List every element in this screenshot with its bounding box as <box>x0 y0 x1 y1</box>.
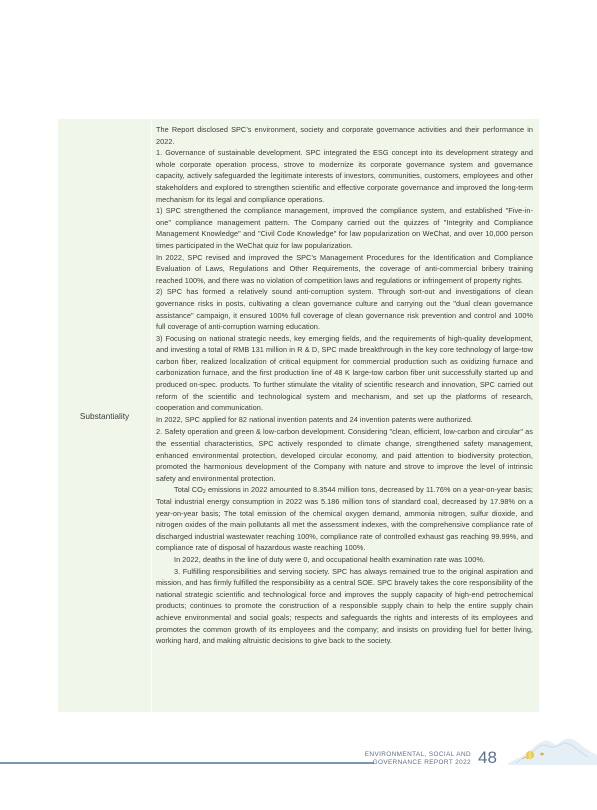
paragraph: In 2022, SPC applied for 82 national invention patents and 24 invention patents were authorized. <box>156 414 473 424</box>
paragraph: 1. Governance of sustainable development. SPC integrated the ESG concept into its development strategy and whole corporate operation process, strove to modernize its corporate governance system and governance capacity, actively safeguarded the legitimate interests of investors, communities, customers, employees and other stakeholders and explored to strengthen scientific and effective corporate governance and improved the long-term mechanism for its legal and compliance operations. <box>156 148 533 204</box>
paragraph: 2. Safety operation and green & low-carbon development. Considering "clean, efficient, low-carbon and circular" as the essential characteristics, SPC actively responded to climate change, strengthened safety management, enhanced environmental protection, developed circular economy, and paid attention to biodiversity protection, promoted the harmonious development of the Company with nature and strove to improve the level of intrinsic safety and environmental protection. <box>156 427 533 483</box>
paragraph: The Report disclosed SPC’s environment, society and corporate governance activities and their performance in 2022. <box>156 125 533 146</box>
text-segment: emissions in 2022 amounted to 8.3544 million tons, decreased by 11.76% on a year-on-year basis; Total industrial energy consumption in 2022 was 5.186 million tons of standard coal, decreased by 17.98% on a year-on-year basis; The total emission of the chemical oxygen demand, ammonia nitrogen, sulfur dioxide, and nitrogen oxides of the main pollutants all met the assessment indexes, with the comprehensive compliance rate of discharged industrial wastewater reaching 100%, compliance rate of controlled exhaust gas reaching 99.99%, and compliance rate of disposal of hazardous waste reaching 100%. <box>156 485 533 553</box>
substantiality-table <box>58 119 539 712</box>
paragraph: In 2022, SPC revised and improved the SPC’s Management Procedures for the Identification and Compliance Evaluation of Laws, Regulations and Other Requirements, the coverage of anti-commercial bribery training reached 100%, and there was no violation of competition laws and regulations or infringement of property rights. <box>156 252 533 285</box>
paragraph <box>156 484 533 554</box>
page-number: 48 <box>478 748 497 767</box>
row-label: Substantiality <box>79 410 130 421</box>
paragraph: 3) Focusing on national strategic needs, key emerging fields, and the requirements of high-quality development, and investing a total of RMB 131 million in R & D, SPC made breakthrough in the key core technology of large-tow carbon fiber, realized localization of critical equipment for commercial production such as oxidizing furnace and carbonization furnace, and the first production line of 48 K large-tow carbon fiber unit successfully started up and produced on-spec. products. To further stimulate the vitality of scientific research and innovation, SPC carried out reform of the scientific and technological system and mechanism, and set up the platforms of research, cooperation and communication. <box>156 333 533 413</box>
paragraph: 1) SPC strengthened the compliance management, improved the compliance system, and established "Five-in-one" compliance management pattern. The Company carried out the quizzes of "Integrity and Compliance Management Knowledge" and "Civil Code Knowledge" for law popularization on WeChat, and over 10,000 person times participated in the WeChat quiz for law popularization. <box>156 206 533 250</box>
text-segment: Total CO <box>174 485 203 495</box>
row-content-cell <box>156 124 533 647</box>
paragraph: 3. Fulfilling responsibilities and serving society. SPC has always remained true to the original aspiration and mission, and has firmly fulfilled the responsibility as a central SOE. SPC bravely takes the core responsibility of the national strategic scientific and technological force and improves the supply capacity of high-end petrochemical products; continues to promote the construction of a responsible supply chain to help the entire supply chain achieve environmental and social goals; respects and safeguards the rights and interests of its employees and promotes the common growth of its employees and the company; and insists on providing fuel for better living, working hard, and making altruistic decisions to give back to the society. <box>156 566 533 646</box>
mountain-logo-icon <box>508 733 597 765</box>
report-title-line2: GOVERNANCE REPORT 2022 <box>372 759 471 767</box>
paragraph: In 2022, deaths in the line of duty were 0, and occupational health examination rate was 100%. <box>174 554 485 564</box>
report-title-line1: ENVIRONMENTAL, SOCIAL AND <box>364 751 471 758</box>
row-label-cell <box>58 119 152 712</box>
subscript: 2 <box>202 489 206 496</box>
report-title <box>365 751 471 768</box>
footer-divider <box>0 762 374 764</box>
paragraph: 2) SPC has formed a relatively sound anti-corruption system. Through sort-out and investigations of clean governance risks in posts, cultivating a clean governance culture and carrying out the "dual clean governance assistance" campaign, it ensured 100% full coverage of clean governance risk prevention and control and 100% full coverage of anti-corruption warning education. <box>156 287 533 332</box>
